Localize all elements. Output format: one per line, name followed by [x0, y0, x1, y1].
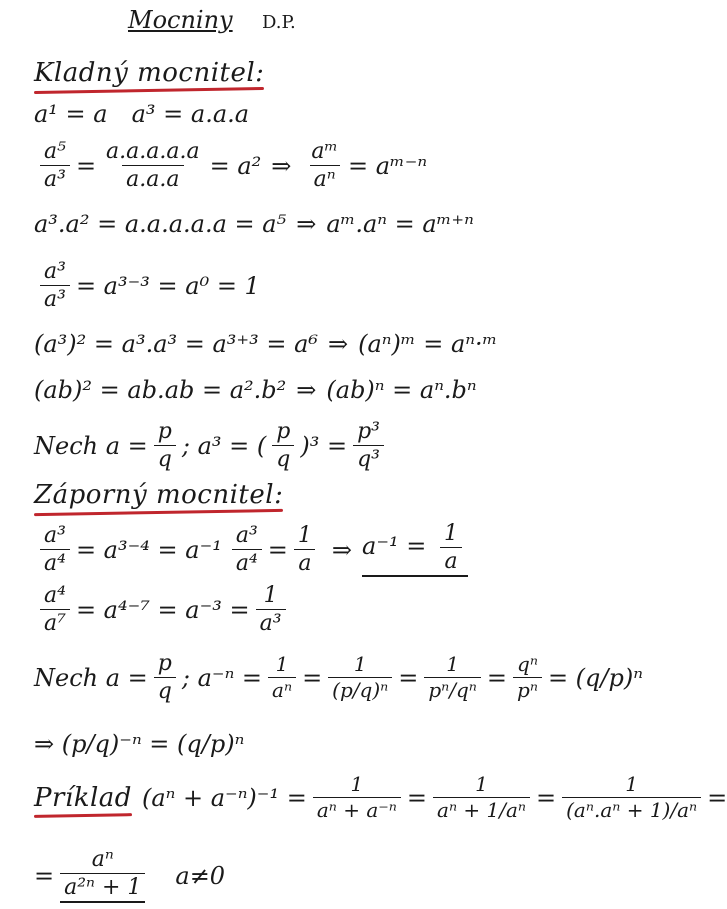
line-final: = $\frac{\text{aⁿ}}{\text{a²ⁿ + 1}}$ a≠0 — [34, 848, 590, 903]
fraction-example-2: $\frac{1}{\text{aⁿ + 1/aⁿ}}$ — [433, 774, 530, 821]
implies-arrow: ⇒ — [328, 330, 349, 358]
fraction-1-a3: $\frac{1}{\text{a³}}$ — [256, 584, 286, 635]
line-n2: $\frac{\text{a⁴}}{\text{a⁷}}$ = a⁴⁻⁷ = a⁻³ = $\frac{1}{\text{a³}}$ — [34, 584, 590, 635]
line-5: (a³)² = a³.a³ = a³⁺³ = a⁶ ⇒ (aⁿ)ᵐ = aⁿ·ᵐ — [34, 330, 498, 358]
heading-positive-exponent: Kladný mocnitel: — [34, 58, 265, 88]
line-3: a³.a² = a.a.a.a.a = a⁵ ⇒ aᵐ.aⁿ = aᵐ⁺ⁿ — [34, 210, 474, 238]
line-2: $\frac{\text{a⁵}}{\text{a³}}$ = $\frac{a.a.a.a.a}{a.a.a}$ = a² ⇒ $\frac{\text{aᵐ}}{\text{aⁿ}}$ = aᵐ⁻ⁿ — [34, 140, 590, 191]
page-title: Mocniny — [128, 6, 233, 34]
fraction-a3-a4: $\frac{\text{a³}}{\text{a⁴}}$ — [40, 524, 70, 575]
line-n4: ⇒ (p/q)⁻ⁿ = (q/p)ⁿ — [34, 730, 245, 758]
fraction-a3-a3: $\frac{\text{a³}}{\text{a³}}$ — [40, 260, 70, 311]
line-7: Nech a = $\frac{p}{q}$ ; a³ = ( $\frac{p}{q}$ )³ = $\frac{\text{p³}}{\text{q³}}$ — [34, 420, 590, 471]
fraction-example-3: $\frac{1}{\text{(aⁿ.aⁿ + 1)/aⁿ}}$ — [562, 774, 701, 821]
fraction-a4-a7: $\frac{\text{a⁴}}{\text{a⁷}}$ — [40, 584, 70, 635]
line-4: $\frac{\text{a³}}{\text{a³}}$ = a³⁻³ = a⁰ = 1 — [34, 260, 590, 311]
line-6: (ab)² = ab.ab = a².b² ⇒ (ab)ⁿ = aⁿ.bⁿ — [34, 376, 477, 404]
fraction-a3-a4-second: $\frac{\text{a³}}{\text{a⁴}}$ — [232, 524, 262, 575]
fraction-a5-a3: $\frac{\text{a⁵}}{\text{a³}}$ — [40, 140, 70, 191]
fraction-example-1: $\frac{1}{\text{aⁿ + a⁻ⁿ}}$ — [313, 774, 401, 821]
line-n1: $\frac{\text{a³}}{\text{a⁴}}$ = a³⁻⁴ = a⁻¹ $\frac{\text{a³}}{\text{a⁴}}$ = $\frac{1}{a}$ ⇒ a⁻¹ = $\frac{1}{a}$ — [34, 522, 590, 577]
heading-negative-exponent: Záporný mocnitel: — [34, 480, 284, 510]
fraction-1-an: $\frac{1}{\text{aⁿ}}$ — [268, 654, 296, 701]
fraction-p-q: $\frac{p}{q}$ — [154, 420, 176, 471]
fraction-1-a: $\frac{1}{a}$ — [294, 524, 316, 575]
eq-a3: a³ = a.a.a — [131, 100, 250, 128]
fraction-p3-q3: $\frac{\text{p³}}{\text{q³}}$ — [353, 420, 384, 471]
fraction-expanded: $\frac{a.a.a.a.a}{a.a.a}$ — [106, 139, 200, 193]
implies-arrow: ⇒ — [296, 376, 317, 404]
implies-arrow: ⇒ — [296, 210, 317, 238]
heading-example: Príklad — [34, 782, 132, 813]
eq-a1: a¹ = a — [34, 100, 108, 128]
fraction-final-result: $\frac{\text{aⁿ}}{\text{a²ⁿ + 1}}$ — [60, 848, 145, 903]
fraction-general: $\frac{\text{aᵐ}}{\text{aⁿ}}$ — [311, 139, 338, 193]
author-initials: D.P. — [262, 12, 296, 33]
fraction-1-pq-n: $\frac{1}{\text{(p/q)ⁿ}}$ — [328, 654, 392, 701]
line-1 — [34, 100, 590, 128]
fraction-1-pn-qn: $\frac{1}{\text{pⁿ/qⁿ}}$ — [424, 654, 481, 701]
rule-negative-one: a⁻¹ = $\frac{1}{a}$ — [362, 522, 468, 577]
line-example: Príklad (aⁿ + a⁻ⁿ)⁻¹ = $\frac{1}{\text{aⁿ + a⁻ⁿ}}$ = $\frac{1}{\text{aⁿ + 1/aⁿ}}$ = $\frac{1}{\text{(aⁿ.aⁿ + 1)/aⁿ}}$ = — [34, 772, 727, 822]
implies-arrow: ⇒ — [331, 535, 353, 564]
condition-a-nonzero: a≠0 — [175, 861, 226, 890]
fraction-p-q-paren: $\frac{p}{q}$ — [272, 420, 294, 471]
line-n3: Nech a = $\frac{p}{q}$ ; a⁻ⁿ = $\frac{1}{\text{aⁿ}}$ = $\frac{1}{\text{(p/q)ⁿ}}$ = $\frac{1}{\text{pⁿ/qⁿ}}$ = $\frac{\text{qⁿ}}{\text{pⁿ}}$ = (q/p)ⁿ — [34, 651, 643, 705]
implies-arrow: ⇒ — [271, 151, 292, 180]
fraction-qn-pn: $\frac{\text{qⁿ}}{\text{pⁿ}}$ — [513, 654, 542, 701]
fraction-p-q: $\frac{p}{q}$ — [154, 652, 176, 703]
